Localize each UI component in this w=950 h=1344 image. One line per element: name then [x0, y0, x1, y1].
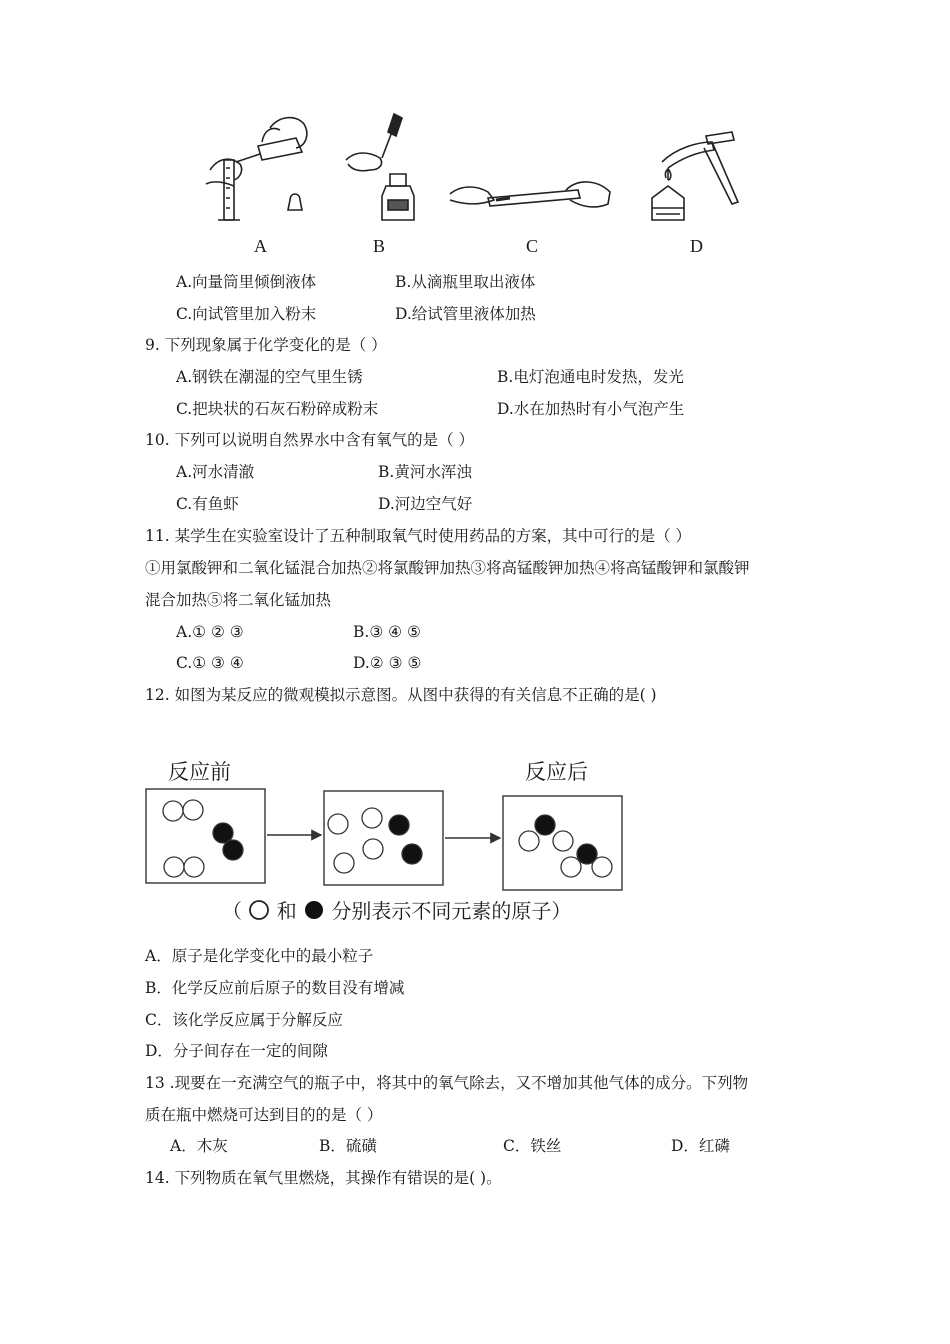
- q10-option-b[interactable]: B.黄河水浑浊: [378, 463, 472, 481]
- q14-stem: 14. 下列物质在氧气里燃烧，其操作有错误的是( )。: [145, 1169, 502, 1187]
- q9-option-b[interactable]: B.电灯泡通电时发热，发光: [497, 368, 684, 386]
- q12-option-b[interactable]: B．化学反应前后原子的数目没有增减: [145, 979, 405, 997]
- white-atom: [334, 853, 354, 873]
- q9-stem: 9. 下列现象属于化学变化的是（ ）: [145, 336, 387, 354]
- q12-option-a[interactable]: A．原子是化学变化中的最小粒子: [145, 947, 374, 965]
- q10-option-d[interactable]: D.河边空气好: [378, 495, 473, 513]
- white-atom-legend-icon: [248, 899, 270, 921]
- reaction-diagram: [140, 785, 640, 895]
- figure-label-c: C: [526, 236, 539, 256]
- q11-option-c[interactable]: C.① ③ ④: [176, 654, 244, 672]
- q11-option-d[interactable]: D.② ③ ⑤: [353, 654, 422, 672]
- q13-option-a[interactable]: A．木灰: [170, 1137, 228, 1155]
- q12-stem: 12. 如图为某反应的微观模拟示意图。从图中获得的有关信息不正确的是( ): [145, 686, 657, 704]
- diagram-legend: [222, 895, 571, 924]
- black-atom: [402, 844, 422, 864]
- white-atom: [328, 814, 348, 834]
- q10-stem: 10. 下列可以说明自然界水中含有氧气的是（ ）: [145, 431, 475, 449]
- legend-and: 和: [276, 899, 297, 923]
- white-atom: [362, 808, 382, 828]
- white-atom: [553, 831, 573, 851]
- q10-option-a[interactable]: A.河水清澈: [176, 463, 255, 481]
- q10-option-c[interactable]: C.有鱼虾: [176, 495, 239, 513]
- white-atom: [184, 857, 204, 877]
- legend-text: 分别表示不同元素的原子）: [331, 899, 572, 923]
- lab-figure-c: [448, 170, 613, 220]
- q9-option-d[interactable]: D.水在加热时有小气泡产生: [497, 400, 685, 418]
- lab-figure-b: [340, 112, 430, 227]
- black-atom: [577, 844, 597, 864]
- white-atom: [183, 800, 203, 820]
- q11-option-b[interactable]: B.③ ④ ⑤: [353, 623, 421, 641]
- q13-option-d[interactable]: D．红磷: [671, 1137, 730, 1155]
- lab-figure-a: [200, 108, 320, 228]
- black-atom-legend-icon: [303, 899, 325, 921]
- q12-option-d[interactable]: D．分子间存在一定的间隙: [145, 1042, 328, 1060]
- q13-option-c[interactable]: C．铁丝: [503, 1137, 562, 1155]
- white-atom: [163, 801, 183, 821]
- diagram-after-label: 反应后: [525, 760, 588, 784]
- figure-label-b: B: [373, 236, 386, 256]
- q11-body-line-2: 混合加热⑤将二氧化锰加热: [145, 591, 332, 609]
- legend-open-paren: （: [222, 899, 242, 923]
- lab-figure-d: [642, 128, 747, 233]
- q11-stem: 11. 某学生在实验室设计了五种制取氧气时使用药品的方案，其中可行的是（ ）: [145, 527, 692, 545]
- black-atom: [535, 815, 555, 835]
- figure-label-d: D: [690, 236, 703, 256]
- q12-option-c[interactable]: C．该化学反应属于分解反应: [145, 1011, 343, 1029]
- black-atom: [389, 815, 409, 835]
- q13-option-b[interactable]: B．硫磺: [319, 1137, 377, 1155]
- q8-option-a[interactable]: A.向量筒里倾倒液体: [176, 273, 317, 291]
- figure-label-a: A: [254, 236, 267, 256]
- q11-body-line-1: ①用氯酸钾和二氧化锰混合加热②将氯酸钾加热③将高锰酸钾加热④将高锰酸钾和氯酸钾: [145, 559, 750, 577]
- black-atom: [223, 840, 243, 860]
- q9-option-a[interactable]: A.钢铁在潮湿的空气里生锈: [176, 368, 363, 386]
- q13-stem-line-2: 质在瓶中燃烧可达到目的的是（ ）: [145, 1106, 383, 1124]
- q8-option-d[interactable]: D.给试管里液体加热: [395, 305, 536, 323]
- q13-stem-line-1: 13 .现要在一充满空气的瓶子中，将其中的氧气除去，又不增加其他气体的成分。下列物: [145, 1074, 749, 1092]
- white-atom: [519, 831, 539, 851]
- white-atom: [561, 857, 581, 877]
- q8-option-c[interactable]: C.向试管里加入粉末: [176, 305, 317, 323]
- white-atom: [164, 857, 184, 877]
- diagram-before-label: 反应前: [168, 760, 231, 784]
- white-atom: [363, 839, 383, 859]
- q8-option-b[interactable]: B.从滴瓶里取出液体: [395, 273, 536, 291]
- q9-option-c[interactable]: C.把块状的石灰石粉碎成粉末: [176, 400, 379, 418]
- q11-option-a[interactable]: A.① ② ③: [176, 623, 244, 641]
